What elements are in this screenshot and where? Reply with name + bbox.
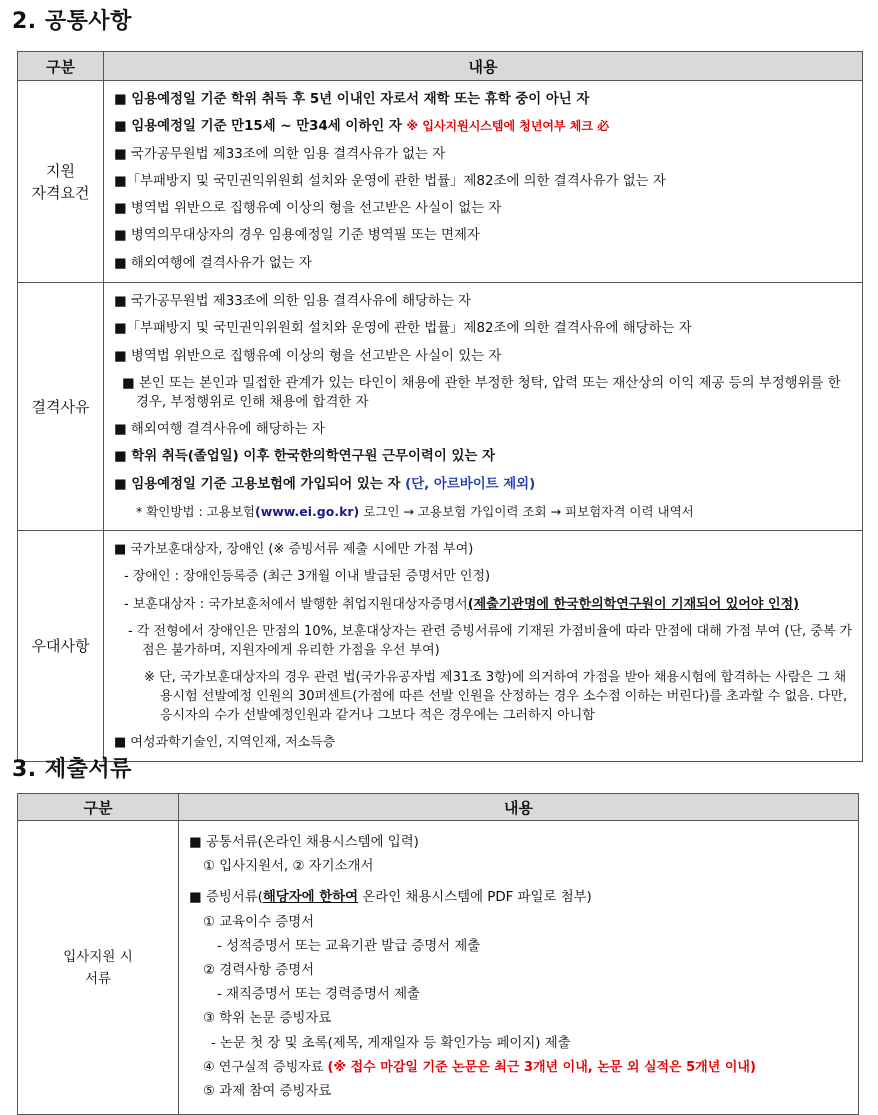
- list-item: ■ 여성과학기술인, 지역인재, 저소득층: [114, 735, 336, 751]
- preference-row: [18, 531, 863, 762]
- preference-content: [104, 531, 863, 762]
- list-item: ■ 임용예정일 기준 고용보험에 가입되어 있는 자 (단, 아르바이트 제외): [114, 476, 536, 492]
- list-item: ■ 임용예정일 기준 만15세 ~ 만34세 이하인 자 ※ 입사지원시스템에 청년여부 체크 必: [114, 119, 610, 135]
- disqualification-row: [18, 283, 863, 531]
- list-item: ① 교육이수 증명서: [203, 914, 315, 930]
- verification-method: * 확인방법 : 고용보험(www.ei.go.kr) 로그인 → 고용보험 가입이력 조회 → 피보험자격 이력 내역서: [136, 503, 694, 519]
- documents-row: [18, 821, 859, 1115]
- documents-category: 입사지원 시 서류: [18, 821, 179, 1115]
- list-item: - 논문 첫 장 및 초록(제목, 게재일자 등 확인가능 페이지) 제출: [211, 1035, 571, 1051]
- ei-link[interactable]: (www.ei.go.kr): [254, 503, 360, 519]
- list-item: ■「부패방지 및 국민권익위원회 설치와 운영에 관한 법률」제82조에 의한 결격사유에 해당하는 자: [114, 321, 692, 337]
- disqualification-content: [104, 283, 863, 531]
- list-item: ③ 학위 논문 증빙자료: [203, 1011, 332, 1027]
- list-item: ■ 학위 취득(졸업일) 이후 한국한의학연구원 근무이력이 있는 자: [114, 449, 495, 465]
- institution-name-note: (제출기관명에 한국한의학연구원이 기재되어 있어야 인정): [467, 596, 800, 612]
- list-item: ■ 해외여행에 결격사유가 없는 자: [114, 255, 312, 271]
- header-category: 구분: [18, 794, 179, 821]
- section2-title: 2. 공통사항: [12, 9, 132, 34]
- qualification-content: [104, 81, 863, 283]
- list-item: ① 입사지원서, ② 자기소개서: [203, 859, 374, 875]
- list-item: - 보훈대상자 : 국가보훈처에서 발행한 취업지원대상자증명서(제출기관명에 한국한의학연구원이 기재되어 있어야 인정): [124, 596, 800, 612]
- part-time-exception: (단, 아르바이트 제외): [405, 476, 536, 492]
- disqualification-category: 결격사유: [18, 283, 104, 531]
- list-item: ⑤ 과제 참여 증빙자료: [203, 1084, 332, 1100]
- list-item: ■ 병역의무대상자의 경우 임용예정일 기준 병역필 또는 면제자: [114, 228, 480, 244]
- documents-content: [179, 821, 859, 1115]
- list-item: ■ 해외여행 결격사유에 해당하는 자: [114, 421, 325, 437]
- list-item: ■ 병역법 위반으로 집행유예 이상의 형을 선고받은 사실이 없는 자: [114, 201, 502, 217]
- list-item: ■ 공통서류(온라인 채용시스템에 입력): [189, 835, 419, 850]
- list-item: - 성적증명서 또는 교육기관 발급 증명서 제출: [217, 938, 481, 954]
- deadline-note: (※ 접수 마감일 기준 논문은 최근 3개년 이내, 논문 외 실적은 5개년 이내): [327, 1059, 756, 1075]
- header-content: 내용: [179, 794, 859, 821]
- list-item: ■ 국가보훈대상자, 장애인 (※ 증빙서류 제출 시에만 가점 부여): [114, 542, 474, 558]
- list-item: ④ 연구실적 증빙자료 (※ 접수 마감일 기준 논문은 최근 3개년 이내, 논문 외 실적은 5개년 이내): [203, 1059, 756, 1075]
- list-item: - 재직증명서 또는 경력증명서 제출: [217, 987, 420, 1003]
- list-item: ■「부패방지 및 국민권익위원회 설치와 운영에 관한 법률」제82조에 의한 결격사유가 없는 자: [114, 173, 666, 189]
- header-content: 내용: [104, 52, 863, 81]
- common-requirements-table: [17, 51, 863, 762]
- youth-check-note: ※ 입사지원시스템에 청년여부 체크 必: [406, 119, 610, 134]
- list-item: ■ 본인 또는 본인과 밀접한 관계가 있는 타인이 채용에 관한 부정한 청탁, 압력 또는 재산상의 이익 제공 등의 부정행위를 한 경우, 부정행위로 인해 채용에 합격한 자: [122, 375, 841, 410]
- list-item: - 각 전형에서 장애인은 만점의 10%, 보훈대상자는 관련 증빙서류에 기재된 가점비율에 따라 만점에 대해 가점 부여 (단, 중복 가점은 불가하며, 지원자에게 유리한 가점을 우선 부여): [128, 624, 853, 659]
- list-item: - 장애인 : 장애인등록증 (최근 3개월 이내 발급된 증명서만 인정): [124, 569, 491, 585]
- list-item: ■ 국가공무원법 제33조에 의한 임용 결격사유에 해당하는 자: [114, 294, 471, 310]
- list-item: ② 경력사항 증명서: [203, 963, 315, 979]
- submission-documents-table: [17, 793, 859, 1115]
- list-item: ■ 병역법 위반으로 집행유예 이상의 형을 선고받은 사실이 있는 자: [114, 348, 502, 364]
- preference-category: 우대사항: [18, 531, 104, 762]
- list-item: ■ 임용예정일 기준 학위 취득 후 5년 이내인 자로서 재학 또는 휴학 중이 아닌 자: [114, 92, 590, 107]
- list-item: ※ 단, 국가보훈대상자의 경우 관련 법(국가유공자법 제31조 3항)에 의거하여 가점을 받아 채용시험에 합격하는 사람은 그 채용시험 선발예정 인원의 30퍼센트(가점에 따른 선발 인원을 산정하는 경우 소수점 이하는 버린다)를 초과할 수 없음. 다만, 응시자의 수가 선발예정인원과 같거나 그보다 적은 경우에는 그러하지 아니함: [144, 670, 848, 724]
- qualification-category: 지원 자격요건: [18, 81, 104, 283]
- list-item: ■ 국가공무원법 제33조에 의한 임용 결격사유가 없는 자: [114, 146, 446, 162]
- list-item: ■ 증빙서류(해당자에 한하여 온라인 채용시스템에 PDF 파일로 첨부): [189, 890, 592, 906]
- applicable-only-note: 해당자에 한하여: [262, 890, 359, 906]
- qualification-row: [18, 81, 863, 283]
- header-category: 구분: [18, 52, 104, 81]
- section3-title: 3. 제출서류: [12, 757, 132, 782]
